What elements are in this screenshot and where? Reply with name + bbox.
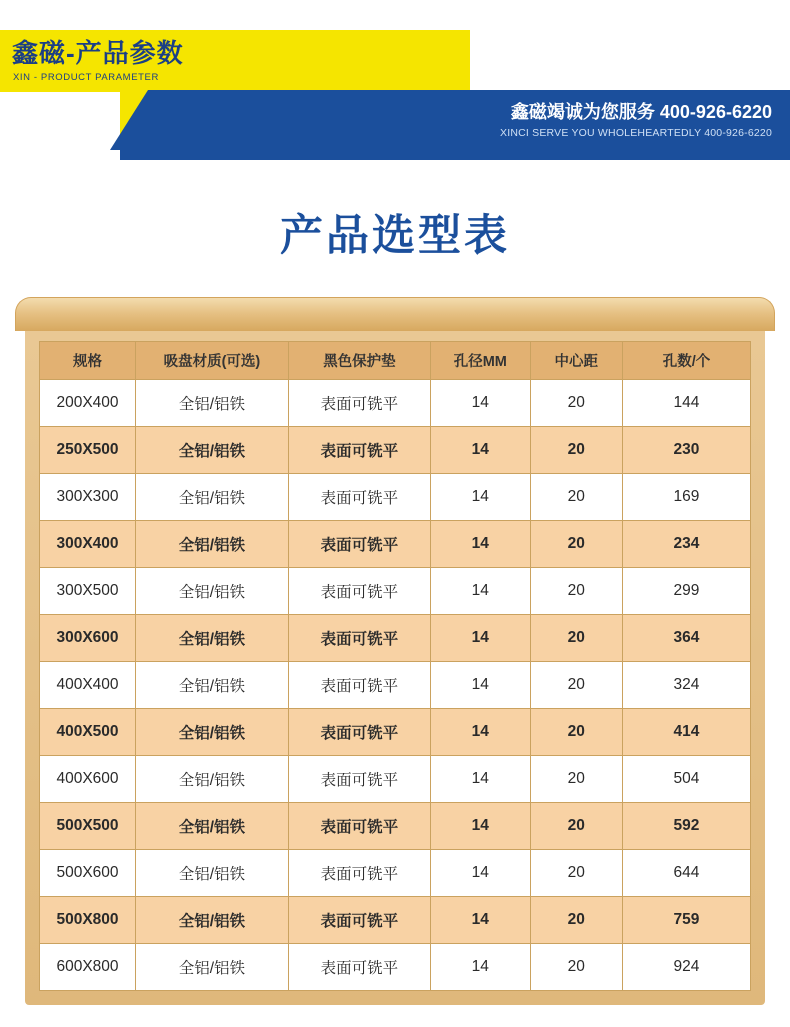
cell-protective-pad: 表面可铣平: [288, 944, 430, 991]
page-title: 产品选型表: [280, 212, 510, 260]
column-header-center-distance: 中心距: [530, 342, 622, 380]
table-row: [40, 521, 751, 568]
cell-hole-diameter: 14: [431, 850, 531, 897]
cell-center-distance: 20: [530, 521, 622, 568]
table-body: [40, 380, 751, 991]
cell-hole-count: 759: [622, 897, 750, 944]
cell-hole-diameter: 14: [431, 662, 531, 709]
cell-material: 全铝/铝铁: [135, 709, 288, 756]
service-hotline-cn: 鑫磁竭诚为您服务 400-926-6220: [510, 102, 772, 122]
table-row: [40, 944, 751, 991]
cell-hole-count: 924: [622, 944, 750, 991]
cell-spec: 400X400: [40, 662, 136, 709]
cell-hole-count: 169: [622, 474, 750, 521]
cell-hole-diameter: 14: [431, 615, 531, 662]
frame-top-bar: [15, 297, 775, 331]
cell-protective-pad: 表面可铣平: [288, 521, 430, 568]
cell-spec: 500X600: [40, 850, 136, 897]
table-row: [40, 662, 751, 709]
cell-material: 全铝/铝铁: [135, 427, 288, 474]
cell-hole-count: 364: [622, 615, 750, 662]
table-row: [40, 380, 751, 427]
cell-material: 全铝/铝铁: [135, 897, 288, 944]
cell-material: 全铝/铝铁: [135, 615, 288, 662]
cell-hole-count: 592: [622, 803, 750, 850]
cell-material: 全铝/铝铁: [135, 662, 288, 709]
cell-spec: 500X800: [40, 897, 136, 944]
cell-hole-diameter: 14: [431, 568, 531, 615]
cell-spec: 500X500: [40, 803, 136, 850]
cell-protective-pad: 表面可铣平: [288, 709, 430, 756]
cell-spec: 300X400: [40, 521, 136, 568]
cell-center-distance: 20: [530, 756, 622, 803]
column-header-material: 吸盘材质(可选): [135, 342, 288, 380]
cell-hole-count: 144: [622, 380, 750, 427]
page-header: [0, 0, 790, 160]
table-row: [40, 756, 751, 803]
cell-protective-pad: 表面可铣平: [288, 380, 430, 427]
cell-protective-pad: 表面可铣平: [288, 897, 430, 944]
table-header-row: [40, 342, 751, 380]
cell-material: 全铝/铝铁: [135, 474, 288, 521]
cell-protective-pad: 表面可铣平: [288, 615, 430, 662]
cell-protective-pad: 表面可铣平: [288, 427, 430, 474]
cell-spec: 250X500: [40, 427, 136, 474]
cell-material: 全铝/铝铁: [135, 850, 288, 897]
brand-title-en: XIN - PRODUCT PARAMETER: [13, 72, 159, 83]
table-row: [40, 427, 751, 474]
cell-hole-count: 644: [622, 850, 750, 897]
cell-center-distance: 20: [530, 427, 622, 474]
cell-material: 全铝/铝铁: [135, 380, 288, 427]
cell-spec: 600X800: [40, 944, 136, 991]
cell-material: 全铝/铝铁: [135, 944, 288, 991]
cell-hole-diameter: 14: [431, 380, 531, 427]
column-header-hole-count: 孔数/个: [622, 342, 750, 380]
cell-spec: 200X400: [40, 380, 136, 427]
cell-hole-diameter: 14: [431, 944, 531, 991]
column-header-protective-pad: 黑色保护垫: [288, 342, 430, 380]
cell-hole-count: 324: [622, 662, 750, 709]
cell-spec: 400X500: [40, 709, 136, 756]
cell-material: 全铝/铝铁: [135, 521, 288, 568]
cell-center-distance: 20: [530, 568, 622, 615]
cell-spec: 400X600: [40, 756, 136, 803]
column-header-hole-diameter: 孔径MM: [431, 342, 531, 380]
cell-center-distance: 20: [530, 850, 622, 897]
brand-title-cn: 鑫磁-产品参数: [12, 38, 184, 68]
cell-hole-count: 299: [622, 568, 750, 615]
cell-hole-diameter: 14: [431, 474, 531, 521]
cell-center-distance: 20: [530, 709, 622, 756]
table-row: [40, 474, 751, 521]
cell-hole-diameter: 14: [431, 897, 531, 944]
cell-protective-pad: 表面可铣平: [288, 850, 430, 897]
table-row: [40, 709, 751, 756]
cell-hole-diameter: 14: [431, 521, 531, 568]
column-header-spec: 规格: [40, 342, 136, 380]
cell-protective-pad: 表面可铣平: [288, 568, 430, 615]
cell-center-distance: 20: [530, 474, 622, 521]
cell-material: 全铝/铝铁: [135, 568, 288, 615]
cell-protective-pad: 表面可铣平: [288, 756, 430, 803]
frame-body: [25, 331, 765, 1005]
table-row: [40, 803, 751, 850]
cell-hole-diameter: 14: [431, 756, 531, 803]
cell-hole-count: 414: [622, 709, 750, 756]
cell-material: 全铝/铝铁: [135, 756, 288, 803]
cell-hole-diameter: 14: [431, 709, 531, 756]
cell-hole-diameter: 14: [431, 427, 531, 474]
table-row: [40, 897, 751, 944]
cell-protective-pad: 表面可铣平: [288, 803, 430, 850]
table-row: [40, 850, 751, 897]
header-blue-underline: [120, 150, 790, 160]
cell-center-distance: 20: [530, 615, 622, 662]
cell-spec: 300X600: [40, 615, 136, 662]
cell-hole-diameter: 14: [431, 803, 531, 850]
cell-protective-pad: 表面可铣平: [288, 662, 430, 709]
cell-center-distance: 20: [530, 803, 622, 850]
cell-hole-count: 504: [622, 756, 750, 803]
cell-center-distance: 20: [530, 944, 622, 991]
cell-spec: 300X300: [40, 474, 136, 521]
cell-spec: 300X500: [40, 568, 136, 615]
product-selection-table: [39, 341, 751, 991]
cell-hole-count: 234: [622, 521, 750, 568]
cell-material: 全铝/铝铁: [135, 803, 288, 850]
table-row: [40, 568, 751, 615]
cell-center-distance: 20: [530, 662, 622, 709]
cell-center-distance: 20: [530, 380, 622, 427]
cell-protective-pad: 表面可铣平: [288, 474, 430, 521]
cell-center-distance: 20: [530, 897, 622, 944]
service-hotline-en: XINCI SERVE YOU WHOLEHEARTEDLY 400-926-6220: [500, 127, 772, 139]
table-row: [40, 615, 751, 662]
spec-table-frame: [25, 297, 765, 1005]
cell-hole-count: 230: [622, 427, 750, 474]
